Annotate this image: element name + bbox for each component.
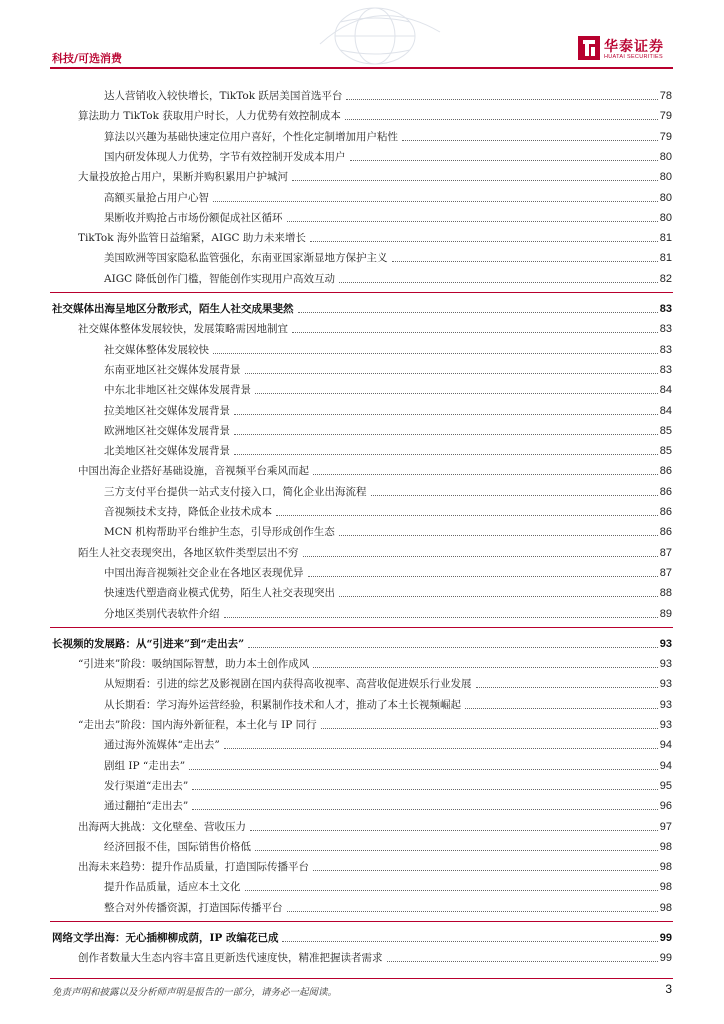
toc-entry-title: 音视频技术支持，降低企业技术成本 [104, 506, 272, 518]
huatai-logo [578, 36, 678, 66]
toc-dot-leader [255, 392, 658, 394]
toc-entry[interactable] [104, 672, 672, 691]
toc-entry-page: 97 [659, 820, 672, 833]
toc-dot-leader [308, 575, 658, 577]
toc-entry-page: 83 [659, 363, 672, 376]
toc-entry-title: MCN 机构帮助平台维护生态，引导形成创作生态 [104, 526, 335, 539]
toc-dot-leader [287, 910, 658, 912]
toc-dot-leader [402, 139, 658, 141]
toc-entry[interactable] [78, 226, 672, 245]
toc-dot-leader [292, 179, 658, 181]
toc-entry-page: 84 [659, 384, 672, 397]
section-tag: 科技/可选消费 [52, 52, 123, 65]
toc-entry[interactable] [104, 896, 672, 915]
logo-name-en: HUATAI SECURITIES [604, 54, 663, 60]
toc-entry-page: 93 [659, 719, 672, 731]
toc-section-entry[interactable] [52, 297, 672, 316]
toc-dot-leader [248, 646, 658, 648]
footer-rule [50, 978, 673, 979]
toc-dot-leader [303, 555, 658, 557]
toc-dot-leader [465, 707, 658, 709]
toc-dot-leader [282, 940, 657, 942]
toc-entry-page: 89 [659, 607, 672, 620]
toc-entry-title: 三方支付平台提供一站式支付接入口，简化企业出海流程 [104, 485, 367, 498]
toc-entry[interactable] [104, 267, 672, 286]
toc-entry[interactable] [78, 541, 672, 560]
globe-watermark-icon [300, 4, 450, 68]
toc-entry-title: 从长期看：学习海外运营经验，积累制作技术和人才，推动了本土长视频崛起 [104, 698, 461, 711]
toc-entry-title: 北美地区社交媒体发展背景 [104, 445, 230, 458]
toc-entry[interactable] [104, 419, 672, 438]
toc-entry-title: 长视频的发展路：从“引进来”到“走出去” [52, 637, 245, 650]
toc-entry[interactable] [104, 794, 672, 813]
toc-entry-page: 83 [659, 343, 672, 356]
toc-dot-leader [192, 808, 658, 810]
toc-entry[interactable] [104, 480, 672, 499]
toc-entry[interactable] [104, 602, 672, 621]
toc-entry-title: 达人营销收入较快增长，TikTok 跃居美国首选平台 [104, 90, 343, 102]
toc-entry-page: 84 [659, 404, 672, 417]
toc-entry-page: 81 [659, 252, 672, 265]
toc-entry[interactable] [104, 693, 672, 712]
toc-entry-title: 高额买量抢占用户心智 [104, 191, 209, 204]
toc-entry[interactable] [104, 733, 672, 752]
toc-entry[interactable] [104, 520, 672, 539]
toc-dot-leader [321, 727, 658, 729]
toc-entry-title: 社交媒体出海呈地区分散形式，陌生人社交成果斐然 [52, 303, 294, 315]
toc-entry-title: 果断收并购抢占市场份额促成社区循环 [104, 211, 283, 224]
toc-dot-leader [224, 616, 658, 618]
section-divider [50, 627, 673, 628]
toc-entry-title: 社交媒体整体发展较快，发展策略需因地制宜 [78, 323, 288, 336]
toc-entry[interactable] [104, 125, 672, 144]
toc-entry-page: 80 [659, 191, 672, 204]
toc-entry-page: 83 [659, 303, 672, 315]
toc-entry-title: 出海未来趋势：提升作品质量，打造国际传播平台 [78, 861, 309, 874]
toc-entry-title: 整合对外传播资源，打造国际传播平台 [104, 901, 283, 914]
toc-entry-page: 94 [659, 739, 672, 752]
toc-dot-leader [234, 413, 658, 415]
toc-entry[interactable] [78, 104, 672, 123]
toc-dot-leader [298, 311, 658, 313]
toc-entry-page: 96 [659, 800, 672, 813]
toc-entry-page: 79 [659, 130, 672, 143]
toc-dot-leader [350, 159, 658, 161]
toc-entry-title: 发行渠道“走出去” [104, 779, 189, 792]
toc-entry-page: 98 [659, 861, 672, 874]
toc-entry-title: 剧组 IP “走出去” [104, 759, 186, 772]
toc-entry[interactable] [78, 652, 672, 671]
toc-dot-leader [292, 331, 658, 333]
toc-section-entry[interactable] [52, 632, 672, 651]
footer-disclaimer: 免责声明和披露以及分析师声明是报告的一部分，请务必一起阅读。 [52, 987, 338, 998]
toc-dot-leader [345, 118, 658, 120]
toc-dot-leader [310, 240, 658, 242]
toc-entry[interactable] [104, 875, 672, 894]
toc-entry-title: TikTok 海外监管日益缩紧，AIGC 助力未来增长 [78, 232, 306, 245]
toc-entry-page: 98 [659, 901, 672, 914]
toc-entry-page: 87 [659, 546, 672, 559]
toc-dot-leader [245, 889, 658, 891]
toc-dot-leader [313, 473, 658, 475]
toc-dot-leader [234, 433, 658, 435]
toc-entry-title: 从短期看：引进的综艺及影视剧在国内获得高收视率、高营收促进娱乐行业发展 [104, 678, 472, 691]
toc-entry-page: 85 [659, 424, 672, 437]
toc-dot-leader [250, 829, 658, 831]
toc-dot-leader [255, 849, 658, 851]
toc-entry[interactable] [104, 500, 672, 519]
toc-entry[interactable] [78, 165, 672, 184]
toc-entry-page: 95 [659, 779, 672, 792]
toc-entry-title: 中国出海音视频社交企业在各地区表现优异 [104, 566, 304, 579]
toc-entry-title: 算法助力 TikTok 获取用户时长，人力优势有效控制成本 [78, 110, 341, 123]
toc-entry-page: 86 [659, 485, 672, 498]
toc-dot-leader [287, 220, 658, 222]
toc-entry-title: 经济回报不佳，国际销售价格低 [104, 840, 251, 853]
logo-name-cn: 华泰证券 [604, 39, 664, 55]
toc-entry-title: 陌生人社交表现突出，各地区软件类型层出不穷 [78, 546, 299, 559]
toc-entry-title: 国内研发体现人力优势，字节有效控制开发成本用户 [104, 150, 346, 163]
toc-entry[interactable] [78, 459, 672, 478]
toc-entry-title: 创作者数量大生态内容丰富且更新迭代速度快，精准把握读者需求 [78, 952, 383, 965]
toc-entry-page: 93 [659, 678, 672, 691]
toc-entry-title: 中东北非地区社交媒体发展背景 [104, 384, 251, 397]
toc-dot-leader [234, 453, 658, 455]
toc-entry-page: 83 [659, 323, 672, 336]
toc-dot-leader [476, 686, 658, 688]
toc-entry-page: 88 [659, 587, 672, 600]
toc-entry-page: 93 [659, 658, 672, 671]
toc-dot-leader [213, 352, 658, 354]
toc-dot-leader [392, 260, 658, 262]
toc-entry-page: 80 [659, 171, 672, 184]
toc-entry-title: “引进来”阶段：吸纳国际智慧，助力本土创作成风 [78, 658, 310, 671]
toc-entry-page: 86 [659, 506, 672, 518]
toc-entry[interactable] [104, 378, 672, 397]
toc-dot-leader [313, 666, 658, 668]
toc-entry-title: 出海两大挑战：文化壁垒、营收压力 [78, 820, 246, 833]
toc-entry-page: 87 [659, 566, 672, 579]
toc-entry[interactable] [78, 855, 672, 874]
page-number: 3 [665, 982, 672, 996]
toc-dot-leader [213, 200, 658, 202]
huatai-logo-mark-icon [578, 36, 600, 60]
toc-entry-page: 82 [659, 272, 672, 285]
toc-entry-page: 93 [659, 698, 672, 711]
toc-dot-leader [192, 788, 658, 790]
toc-dot-leader [245, 372, 658, 374]
toc-entry-title: “走出去”阶段：国内海外新征程，本土化与 IP 同行 [78, 719, 317, 731]
section-divider [50, 921, 673, 922]
toc-entry-page: 98 [659, 840, 672, 853]
toc-dot-leader [339, 534, 658, 536]
toc-entry-title: 算法以兴趣为基础快速定位用户喜好，个性化定制增加用户粘性 [104, 130, 398, 143]
toc-entry[interactable] [104, 581, 672, 600]
page-header [0, 0, 724, 70]
toc-entry[interactable] [104, 145, 672, 164]
toc-dot-leader [387, 960, 658, 962]
toc-entry-title: 分地区类别代表软件介绍 [104, 607, 220, 620]
toc-entry[interactable] [104, 338, 672, 357]
toc-entry[interactable] [104, 186, 672, 205]
toc-dot-leader [339, 595, 658, 597]
toc-entry[interactable] [78, 946, 672, 965]
toc-entry-page: 99 [659, 952, 672, 965]
toc-entry-title: 欧洲地区社交媒体发展背景 [104, 424, 230, 437]
toc-entry[interactable] [78, 815, 672, 834]
toc-entry-page: 86 [659, 526, 672, 539]
toc-entry-title: 网络文学出海：无心插柳柳成荫，IP 改编花已成 [52, 932, 279, 944]
toc-entry-page: 85 [659, 445, 672, 458]
toc-entry[interactable] [104, 774, 672, 793]
toc-entry-page: 79 [659, 110, 672, 123]
toc-entry-title: 提升作品质量，适应本土文化 [104, 881, 241, 894]
toc-dot-leader [276, 514, 658, 516]
toc-entry-title: 东南亚地区社交媒体发展背景 [104, 363, 241, 376]
toc-entry[interactable] [104, 439, 672, 458]
toc-dot-leader [189, 768, 658, 770]
toc-entry[interactable] [104, 358, 672, 377]
toc-entry-title: 拉美地区社交媒体发展背景 [104, 404, 230, 417]
toc-entry[interactable] [78, 317, 672, 336]
toc-entry-page: 99 [659, 932, 672, 944]
toc-entry[interactable] [104, 399, 672, 418]
toc-section-entry[interactable] [52, 926, 672, 945]
toc-dot-leader [313, 869, 658, 871]
toc-dot-leader [346, 98, 657, 100]
toc-dot-leader [371, 494, 658, 496]
toc-entry-page: 93 [659, 637, 672, 650]
header-rule [50, 67, 673, 69]
section-divider [50, 292, 673, 293]
toc-entry-title: 中国出海企业搭好基础设施，音视频平台乘风而起 [78, 465, 309, 478]
toc-entry[interactable] [104, 835, 672, 854]
toc-entry[interactable] [104, 84, 672, 103]
toc-entry[interactable] [104, 246, 672, 265]
toc-entry-page: 80 [659, 150, 672, 163]
toc-entry-page: 86 [659, 465, 672, 478]
toc-entry-page: 94 [659, 759, 672, 772]
toc-entry-page: 81 [659, 232, 672, 245]
toc-entry-page: 98 [659, 881, 672, 894]
toc-entry-title: 美国欧洲等国家隐私监管强化，东南亚国家渐显地方保护主义 [104, 252, 388, 265]
toc-entry-page: 80 [659, 211, 672, 224]
toc-entry[interactable] [104, 206, 672, 225]
toc-entry-title: 社交媒体整体发展较快 [104, 343, 209, 356]
toc-entry[interactable] [78, 713, 672, 732]
toc-entry-title: AIGC 降低创作门槛，智能创作实现用户高效互动 [104, 272, 335, 285]
toc-entry[interactable] [104, 561, 672, 580]
toc-entry-page: 78 [659, 90, 672, 102]
toc-entry-title: 大量投放抢占用户，果断并购积累用户护城河 [78, 171, 288, 184]
toc-entry-title: 通过海外流媒体“走出去” [104, 739, 220, 752]
toc-entry-title: 快速迭代塑造商业模式优势，陌生人社交表现突出 [104, 587, 335, 600]
toc-entry-title: 通过翻拍“走出去” [104, 800, 189, 813]
toc-dot-leader [224, 747, 658, 749]
toc-entry[interactable] [104, 754, 672, 773]
toc-dot-leader [339, 281, 658, 283]
